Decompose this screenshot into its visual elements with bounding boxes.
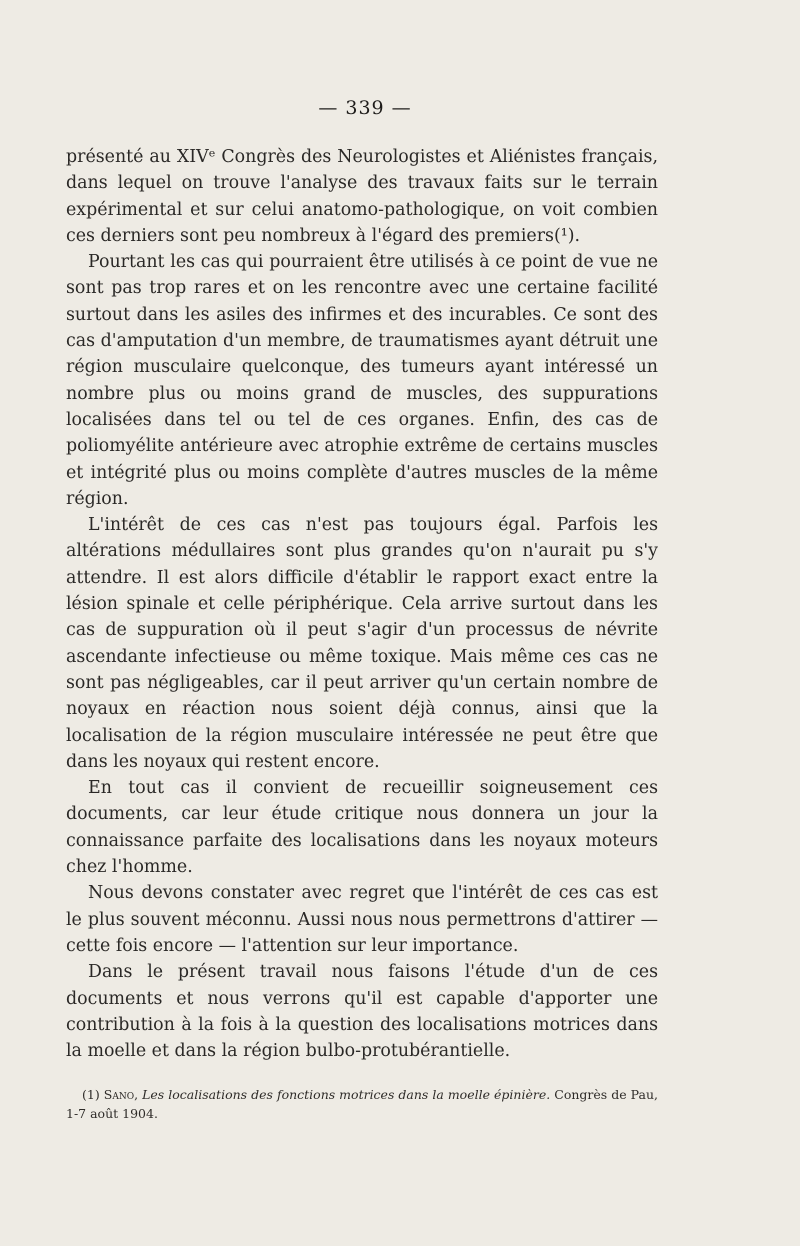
paragraph-1-text: présenté au XIVᵉ Congrès des Neurologistes et Aliénistes français, dans lequel on trouve l'analyse des travaux faits sur le terrain expérimental et sur celui anatomo-pathologique, on voit combien ces derniers sont peu nombreux à l'égard des premiers xyxy=(66,147,658,246)
footnote-reference[interactable]: (¹). xyxy=(553,225,581,246)
paragraph-3: L'intérêt de ces cas n'est pas toujours égal. Parfois les altérations médullaires sont plus grandes qu'on n'aurait pu s'y attendre. Il est alors difficile d'établir le rapport exact entre la lésion spinale et celle périphérique. Cela arrive surtout dans les cas de suppuration où il peut s'agir d'un processus de névrite ascendante infectieuse ou même toxique. Mais même ces cas ne sont pas négligeables, car il peut arriver qu'un certain nombre de noyaux en réaction nous soient déjà connus, ainsi que la localisation de la région musculaire intéressée ne peut être que dans les noyaux qui restent encore. xyxy=(66,515,658,772)
paragraph-4: En tout cas il convient de recueillir soigneusement ces documents, car leur étude critique nous donnera un jour la connaissance parfaite des localisations dans les noyaux moteurs chez l'homme. xyxy=(66,778,658,878)
paragraph-6: Dans le présent travail nous faisons l'étude d'un de ces documents et nous verrons qu'il est capable d'apporter une contribution à la fois à la question des localisations motrices dans la moelle et dans la région bulbo-protubérantielle. xyxy=(66,962,658,1062)
paragraph-1 xyxy=(66,144,658,249)
footnote-title: Les localisations des fonctions motrices dans la moelle épinière. xyxy=(142,1087,551,1102)
footnote xyxy=(66,1085,658,1123)
page-number: — 339 — xyxy=(318,97,412,119)
footnote-author: Sano, xyxy=(103,1087,139,1102)
paragraph-5: Nous devons constater avec regret que l'intérêt de ces cas est le plus souvent méconnu. Aussi nous nous permettrons d'attirer — cette fois encore — l'attention sur leur importance. xyxy=(66,883,658,956)
footnote-details: Congrès de Pau, 1-7 août 1904. xyxy=(66,1087,658,1121)
body-text xyxy=(66,144,658,1064)
paragraph-2: Pourtant les cas qui pourraient être utilisés à ce point de vue ne sont pas trop rares et on les rencontre avec une certaine facilité surtout dans les asiles des infirmes et des incurables. Ce sont des cas d'amputation d'un membre, de traumatismes ayant détruit une région musculaire quelconque, des tumeurs ayant intéressé un nombre plus ou moins grand de muscles, des suppurations localisées dans tel ou tel de ces organes. Enfin, des cas de poliomyélite antérieure avec atrophie extrême de certains muscles et intégrité plus ou moins complète d'autres muscles de la même région. xyxy=(66,252,658,509)
footnote-marker: (1) xyxy=(82,1087,100,1102)
